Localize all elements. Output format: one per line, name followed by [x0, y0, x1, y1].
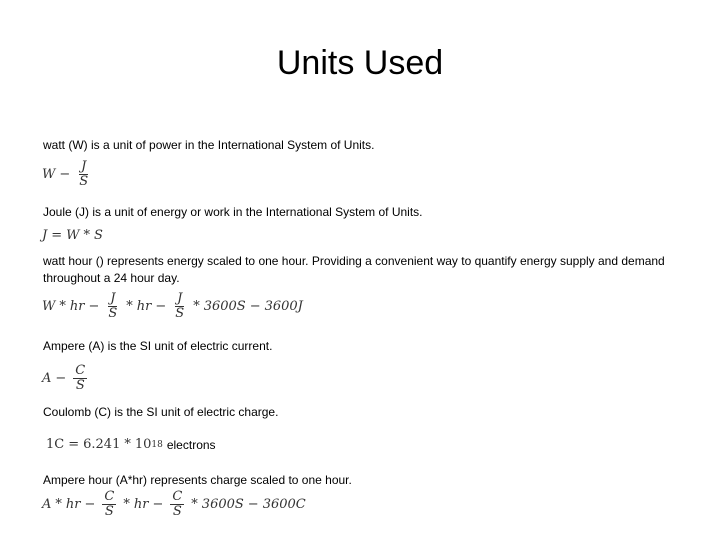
ampere-equation: [42, 364, 90, 393]
watt-hour-equation: [42, 292, 303, 321]
eq-term: hr: [69, 299, 85, 314]
coulomb-definition: Coulomb (C) is the SI unit of electric charge.: [43, 405, 279, 419]
coulomb-equation: [46, 437, 216, 452]
eq-operator: *: [59, 299, 66, 314]
ampere-hour-equation: [42, 490, 306, 519]
slide-title: Units Used: [276, 44, 444, 82]
eq-term: W: [42, 167, 56, 182]
eq-term: 3600J: [264, 299, 303, 314]
eq-term: 3600S: [203, 299, 246, 314]
eq-operator: *: [55, 497, 62, 512]
eq-term: 3600S: [201, 497, 244, 512]
eq-term: 3600C: [262, 497, 306, 512]
eq-operator: −: [84, 497, 96, 512]
watt-definition: watt (W) is a unit of power in the International System of Units.: [43, 138, 375, 152]
eq-unit: electrons: [166, 437, 216, 452]
eq-denominator: S: [75, 378, 85, 393]
eq-operator: *: [124, 437, 131, 452]
eq-operator: *: [193, 299, 200, 314]
eq-denominator: S: [104, 504, 114, 519]
eq-operator: −: [152, 497, 164, 512]
eq-fraction: [77, 160, 90, 189]
joule-equation: [42, 228, 103, 243]
eq-fraction: [106, 292, 119, 321]
eq-operator: −: [247, 497, 259, 512]
eq-denominator: S: [175, 306, 185, 321]
watt-equation: [42, 160, 93, 189]
eq-term: A: [42, 497, 52, 512]
eq-numerator: J: [110, 291, 116, 306]
eq-operator: −: [88, 299, 100, 314]
eq-term: W: [66, 228, 80, 243]
eq-term: hr: [136, 299, 152, 314]
eq-numerator: J: [177, 291, 183, 306]
eq-numerator: C: [104, 489, 115, 504]
eq-term: hr: [133, 497, 149, 512]
eq-term: 1C: [46, 437, 65, 452]
eq-operator: −: [249, 299, 261, 314]
eq-numerator: C: [75, 363, 86, 378]
eq-denominator: S: [108, 306, 118, 321]
eq-numerator: J: [81, 159, 87, 174]
eq-operator: *: [123, 497, 130, 512]
eq-term: A: [42, 371, 52, 386]
ampere-definition: Ampere (A) is the SI unit of electric current.: [43, 339, 273, 353]
eq-operator: −: [59, 167, 71, 182]
eq-term: hr: [65, 497, 81, 512]
eq-operator: *: [83, 228, 90, 243]
eq-fraction: [173, 292, 186, 321]
eq-term: J: [42, 228, 48, 243]
eq-denominator: S: [172, 504, 182, 519]
eq-operator: *: [191, 497, 198, 512]
ampere-hour-definition: Ampere hour (A*hr) represents charge scaled to one hour.: [43, 473, 352, 487]
eq-denominator: S: [79, 174, 89, 189]
eq-numerator: C: [172, 489, 183, 504]
joule-definition: Joule (J) is a unit of energy or work in the International System of Units.: [43, 205, 423, 219]
eq-operator: −: [55, 371, 67, 386]
eq-term: 10: [134, 437, 152, 452]
eq-fraction: [73, 364, 87, 393]
eq-exponent: 18: [151, 439, 163, 450]
eq-operator: −: [155, 299, 167, 314]
eq-term: S: [94, 228, 103, 243]
watt-hour-definition: watt hour () represents energy scaled to one hour. Providing a convenient way to quantify energy supply and demand throughout a 24 hour day.: [43, 254, 665, 285]
eq-operator: =: [68, 437, 80, 452]
eq-term: 6.241: [83, 437, 121, 452]
eq-fraction: [170, 490, 184, 519]
eq-operator: =: [51, 228, 63, 243]
eq-operator: *: [126, 299, 133, 314]
eq-fraction: [102, 490, 116, 519]
eq-term: W: [42, 299, 56, 314]
